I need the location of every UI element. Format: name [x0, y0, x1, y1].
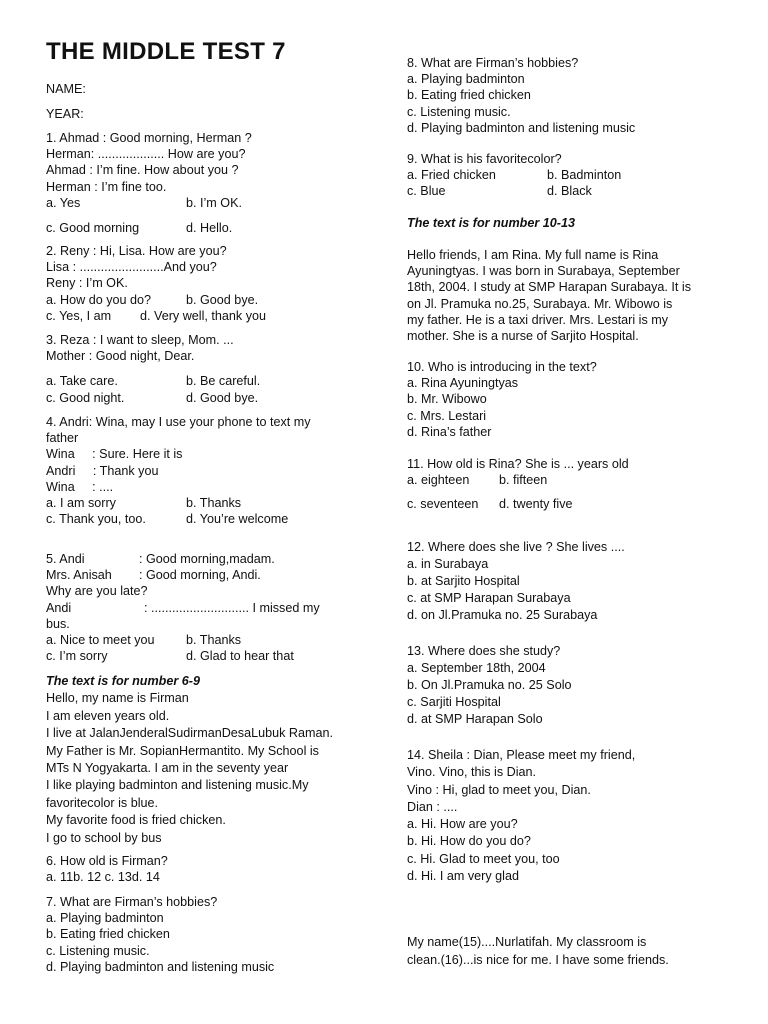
option-a: a. Playing badminton: [46, 911, 164, 926]
dialog-line: Vino. Vino, this is Dian.: [407, 765, 537, 780]
text-line: My Father is Mr. SopianHermantito. My School is: [46, 743, 319, 758]
option-b: b. Hi. How do you do?: [407, 834, 531, 849]
option-d: d. Hello.: [186, 221, 233, 235]
option-d: d. Very well, thank you: [140, 308, 267, 323]
option-c: c. Mrs. Lestari: [407, 408, 487, 423]
option-b: b. On Jl.Pramuka no. 25 Solo: [407, 678, 572, 692]
question-4: [46, 414, 386, 527]
option-d: d. Playing badminton and listening music: [46, 959, 275, 974]
option-c: c. Listening music.: [46, 943, 150, 958]
question-line: Mother : Good night, Dear.: [46, 349, 195, 364]
question-8: [407, 55, 747, 136]
question-line: 4. Andri: Wina, may I use your phone to text my: [46, 415, 311, 429]
dialog-line: Vino : Hi, glad to meet you, Dian.: [407, 782, 591, 797]
text-line: Ayuningtyas. I was born in Surabaya, September: [407, 264, 680, 279]
option-c: c. Listening music.: [407, 104, 511, 119]
question-13: [407, 643, 747, 728]
year-label: YEAR:: [46, 107, 84, 121]
option-b: b. Eating fried chicken: [407, 88, 531, 103]
section-heading: The text is for number 6-9: [46, 674, 200, 688]
option-c: c. Good night.: [46, 390, 125, 405]
reading-text-6-9: [46, 673, 386, 847]
question-line: Reny : I’m OK.: [46, 276, 128, 291]
option-d: d. Hi. I am very glad: [407, 869, 519, 884]
option-b: b. Good bye.: [186, 292, 259, 307]
option-c: c. Blue: [407, 184, 446, 199]
question-5: [46, 551, 386, 664]
speaker: Andi: [46, 600, 72, 615]
option-d: d. on Jl.Pramuka no. 25 Surabaya: [407, 608, 598, 622]
question-line: Herman : I’m fine too.: [46, 179, 167, 194]
cloze-text: [407, 934, 747, 969]
option-a: a. Yes: [46, 195, 81, 210]
option-d: d. Rina’s father: [407, 424, 492, 439]
text-line: favoritecolor is blue.: [46, 795, 158, 810]
question-line: Ahmad : I’m fine. How about you ?: [46, 163, 239, 178]
option-a: a. I am sorry: [46, 496, 116, 511]
dialog-line: Wina : ....: [46, 479, 114, 494]
option-a: a. Fried chicken: [407, 168, 496, 183]
option-c: c. Thank you, too.: [46, 512, 146, 527]
question-7: [46, 894, 386, 975]
dialog-line: Why are you late?: [46, 584, 148, 599]
option-c: c. seventeen: [407, 497, 479, 512]
question-line: Herman: ................... How are you?: [46, 147, 246, 162]
speaker: 5. Andi: [46, 552, 85, 566]
text-line: 18th, 2004. I study at SMP Harapan Surabaya. It is: [407, 280, 691, 295]
question-line: 12. Where does she live ? She lives ....: [407, 540, 625, 554]
text-line: I like playing badminton and listening music.My: [46, 778, 309, 793]
text-line: My name(15)....Nurlatifah. My classroom is: [407, 935, 647, 949]
question-14: [407, 747, 747, 885]
speaker: Mrs. Anisah: [46, 568, 112, 583]
dialog-line: bus.: [46, 616, 70, 631]
question-line: father: [46, 431, 79, 446]
text-line: mother. She is a nurse of Sarjito Hospital.: [407, 329, 639, 344]
option-c: c. at SMP Harapan Surabaya: [407, 591, 571, 605]
question-line: 9. What is his favoritecolor?: [407, 152, 562, 166]
dialog-text: : Good morning,madam.: [139, 552, 275, 566]
question-12: [407, 539, 747, 624]
text-line: My favorite food is fried chicken.: [46, 813, 226, 828]
text-line: Hello friends, I am Rina. My full name is Rina: [407, 248, 659, 262]
option-a: a. How do you do?: [46, 292, 152, 307]
name-label: NAME:: [46, 82, 86, 96]
dialog-line: Andri : Thank you: [46, 463, 159, 478]
option-c: c. I’m sorry: [46, 649, 108, 664]
reading-text-10-13: [407, 247, 747, 344]
option-b: b. Thanks: [186, 496, 242, 511]
option-d: d. Black: [547, 184, 592, 199]
question-line: 11. How old is Rina? She is ... years old: [407, 457, 629, 471]
option-a: a. Rina Ayuningtyas: [407, 376, 519, 391]
question-line: 10. Who is introducing in the text?: [407, 360, 597, 374]
option-c: c. Good morning: [46, 221, 140, 235]
option-a: a. eighteen: [407, 473, 470, 488]
option-d: d. Good bye.: [186, 390, 259, 405]
text-line: I am eleven years old.: [46, 708, 170, 723]
option-b: b. Mr. Wibowo: [407, 392, 487, 407]
question-line: 6. How old is Firman?: [46, 854, 168, 868]
option-a: a. Nice to meet you: [46, 632, 155, 647]
option-d: d. Playing badminton and listening music: [407, 120, 636, 135]
question-2: [46, 243, 386, 324]
question-9: [407, 151, 747, 200]
option-a: a. in Surabaya: [407, 557, 489, 571]
text-line: clean.(16)...is nice for me. I have some friends.: [407, 952, 669, 967]
text-line: on Jl. Pramuka no.25, Surabaya. Mr. Wibowo is: [407, 296, 673, 311]
dialog-text: : Good morning, Andi.: [139, 568, 261, 583]
options-line: a. 11b. 12 c. 13d. 14: [46, 870, 160, 885]
dialog-line: Wina : Sure. Here it is: [46, 447, 183, 462]
option-c: c. Hi. Glad to meet you, too: [407, 851, 560, 866]
dialog-text: : ............................ I missed my: [144, 600, 320, 615]
option-d: d. Glad to hear that: [186, 649, 294, 664]
option-a: a. Take care.: [46, 374, 118, 389]
question-1: [46, 130, 386, 236]
option-c: c. Sarjiti Hospital: [407, 695, 501, 709]
question-line: 8. What are Firman’s hobbies?: [407, 56, 579, 70]
section-heading: The text is for number 10-13: [407, 216, 575, 230]
option-b: b. Badminton: [547, 168, 622, 183]
question-line: Lisa : ........................And you?: [46, 260, 217, 275]
text-line: Hello, my name is Firman: [46, 691, 189, 706]
text-line: MTs N Yogyakarta. I am in the seventy year: [46, 761, 289, 776]
text-line: my father. He is a taxi driver. Mrs. Lestari is my: [407, 312, 669, 327]
question-line: 7. What are Firman’s hobbies?: [46, 895, 218, 909]
question-line: 13. Where does she study?: [407, 644, 561, 658]
text-line: I live at JalanJenderalSudirmanDesaLubuk Raman.: [46, 726, 334, 741]
question-6: [46, 853, 386, 885]
option-b: b. Eating fried chicken: [46, 927, 170, 942]
option-c: c. Yes, I am: [46, 308, 112, 323]
page-title: THE MIDDLE TEST 7: [46, 38, 286, 65]
option-d: d. You’re welcome: [186, 512, 289, 527]
option-a: a. Playing badminton: [407, 72, 525, 87]
option-b: b. fifteen: [499, 473, 548, 488]
dialog-line: Dian : ....: [407, 799, 458, 814]
question-line: 3. Reza : I want to sleep, Mom. ...: [46, 333, 234, 347]
option-b: b. at Sarjito Hospital: [407, 574, 520, 588]
option-d: d. at SMP Harapan Solo: [407, 712, 543, 726]
option-a: a. Hi. How are you?: [407, 817, 518, 832]
text-line: I go to school by bus: [46, 830, 162, 845]
question-line: 1. Ahmad : Good morning, Herman ?: [46, 131, 252, 145]
option-b: b. I’m OK.: [186, 195, 242, 210]
question-11: [407, 456, 747, 513]
option-b: b. Thanks: [186, 632, 242, 647]
dialog-line: 14. Sheila : Dian, Please meet my friend,: [407, 748, 636, 762]
option-a: a. September 18th, 2004: [407, 661, 546, 675]
question-line: 2. Reny : Hi, Lisa. How are you?: [46, 244, 227, 258]
question-3: [46, 332, 386, 406]
option-b: b. Be careful.: [186, 374, 261, 389]
option-d: d. twenty five: [499, 497, 573, 512]
question-10: [407, 359, 747, 440]
